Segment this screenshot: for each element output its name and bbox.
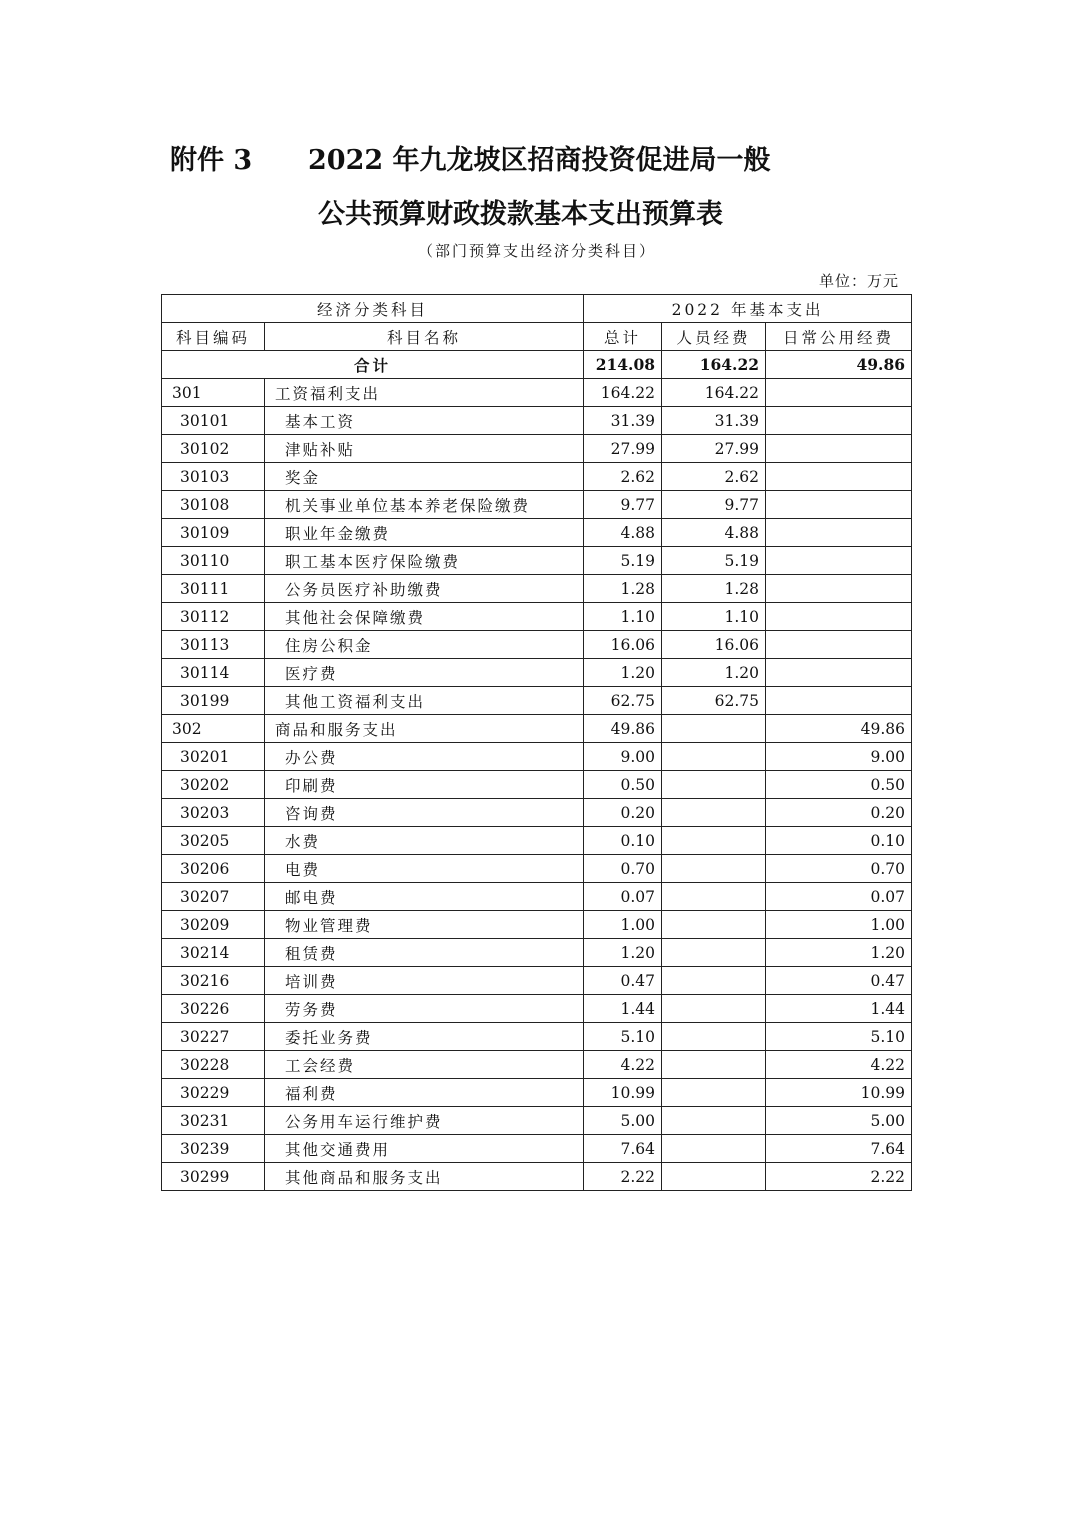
row-public: 0.20 [766, 799, 912, 827]
row-code: 30299 [162, 1163, 265, 1191]
row-total: 1.44 [584, 995, 662, 1023]
row-total: 16.06 [584, 631, 662, 659]
row-name: 职业年金缴费 [265, 519, 584, 547]
row-personnel: 1.20 [662, 659, 766, 687]
row-total: 2.62 [584, 463, 662, 491]
row-personnel [662, 1023, 766, 1051]
row-total: 0.10 [584, 827, 662, 855]
row-name: 租赁费 [265, 939, 584, 967]
row-public: 9.00 [766, 743, 912, 771]
row-personnel: 27.99 [662, 435, 766, 463]
row-public [766, 519, 912, 547]
table-column-header-row [162, 323, 912, 351]
row-personnel: 1.28 [662, 575, 766, 603]
row-code: 30207 [162, 883, 265, 911]
table-row [162, 715, 912, 743]
row-personnel [662, 995, 766, 1023]
table-row [162, 827, 912, 855]
total-personnel: 164.22 [662, 351, 766, 379]
row-personnel [662, 771, 766, 799]
row-total: 5.10 [584, 1023, 662, 1051]
row-public [766, 631, 912, 659]
row-name: 培训费 [265, 967, 584, 995]
row-total: 62.75 [584, 687, 662, 715]
attachment-label: 附件 3 [170, 145, 253, 176]
row-public: 0.07 [766, 883, 912, 911]
table-row [162, 967, 912, 995]
row-code: 30110 [162, 547, 265, 575]
row-name: 津贴补贴 [265, 435, 584, 463]
row-code: 30205 [162, 827, 265, 855]
row-name: 电费 [265, 855, 584, 883]
row-public: 2.22 [766, 1163, 912, 1191]
header-public: 日常公用经费 [766, 323, 912, 351]
row-name: 印刷费 [265, 771, 584, 799]
row-name: 住房公积金 [265, 631, 584, 659]
table-row [162, 1107, 912, 1135]
row-total: 31.39 [584, 407, 662, 435]
row-code: 302 [162, 715, 265, 743]
row-code: 30203 [162, 799, 265, 827]
page-subtitle: （部门预算支出经济分类科目） [417, 242, 656, 260]
row-total: 49.86 [584, 715, 662, 743]
row-code: 30111 [162, 575, 265, 603]
row-code: 30109 [162, 519, 265, 547]
table-row [162, 939, 912, 967]
row-personnel: 9.77 [662, 491, 766, 519]
row-public: 7.64 [766, 1135, 912, 1163]
row-code: 30228 [162, 1051, 265, 1079]
row-name: 其他商品和服务支出 [265, 1163, 584, 1191]
row-public [766, 547, 912, 575]
row-name: 劳务费 [265, 995, 584, 1023]
header-spending: 2022 年基本支出 [584, 295, 912, 323]
header-total: 总计 [584, 323, 662, 351]
row-public: 49.86 [766, 715, 912, 743]
table-row [162, 491, 912, 519]
total-public: 49.86 [766, 351, 912, 379]
row-total: 9.77 [584, 491, 662, 519]
row-total: 27.99 [584, 435, 662, 463]
row-public [766, 687, 912, 715]
table-row [162, 1079, 912, 1107]
row-personnel: 16.06 [662, 631, 766, 659]
total-total: 214.08 [584, 351, 662, 379]
row-code: 30216 [162, 967, 265, 995]
row-total: 4.88 [584, 519, 662, 547]
row-public [766, 463, 912, 491]
row-code: 30229 [162, 1079, 265, 1107]
row-code: 30108 [162, 491, 265, 519]
row-total: 5.00 [584, 1107, 662, 1135]
row-name: 公务员医疗补助缴费 [265, 575, 584, 603]
table-row [162, 519, 912, 547]
row-personnel [662, 1051, 766, 1079]
table-row [162, 463, 912, 491]
table-row [162, 771, 912, 799]
row-name: 水费 [265, 827, 584, 855]
row-public: 0.70 [766, 855, 912, 883]
row-total: 0.07 [584, 883, 662, 911]
row-total: 0.50 [584, 771, 662, 799]
row-total: 4.22 [584, 1051, 662, 1079]
row-code: 30102 [162, 435, 265, 463]
row-public [766, 407, 912, 435]
row-public: 0.50 [766, 771, 912, 799]
table-row [162, 435, 912, 463]
row-code: 30199 [162, 687, 265, 715]
header-personnel: 人员经费 [662, 323, 766, 351]
table-row [162, 799, 912, 827]
row-total: 7.64 [584, 1135, 662, 1163]
table-row [162, 911, 912, 939]
row-public: 5.10 [766, 1023, 912, 1051]
table-row [162, 687, 912, 715]
table-row [162, 1051, 912, 1079]
row-total: 1.28 [584, 575, 662, 603]
row-name: 工资福利支出 [265, 379, 584, 407]
row-name: 机关事业单位基本养老保险缴费 [265, 491, 584, 519]
header-category: 经济分类科目 [162, 295, 584, 323]
table-row [162, 659, 912, 687]
row-total: 164.22 [584, 379, 662, 407]
row-personnel [662, 855, 766, 883]
row-name: 邮电费 [265, 883, 584, 911]
row-personnel: 31.39 [662, 407, 766, 435]
row-name: 物业管理费 [265, 911, 584, 939]
row-personnel: 164.22 [662, 379, 766, 407]
row-personnel: 4.88 [662, 519, 766, 547]
row-public [766, 659, 912, 687]
row-code: 30209 [162, 911, 265, 939]
row-total: 5.19 [584, 547, 662, 575]
table-row [162, 379, 912, 407]
table-row [162, 631, 912, 659]
row-personnel [662, 1135, 766, 1163]
row-name: 委托业务费 [265, 1023, 584, 1051]
row-code: 30226 [162, 995, 265, 1023]
table-row [162, 855, 912, 883]
row-total: 1.00 [584, 911, 662, 939]
row-name: 其他交通费用 [265, 1135, 584, 1163]
table-group-header-row [162, 295, 912, 323]
row-code: 30201 [162, 743, 265, 771]
row-public: 10.99 [766, 1079, 912, 1107]
row-name: 奖金 [265, 463, 584, 491]
total-label: 合计 [162, 351, 584, 379]
row-total: 10.99 [584, 1079, 662, 1107]
row-code: 30113 [162, 631, 265, 659]
table-row [162, 1023, 912, 1051]
row-public [766, 575, 912, 603]
row-personnel [662, 743, 766, 771]
row-code: 30239 [162, 1135, 265, 1163]
table-row [162, 1163, 912, 1191]
row-public [766, 603, 912, 631]
row-public: 1.44 [766, 995, 912, 1023]
budget-table [161, 294, 912, 1191]
row-public: 0.10 [766, 827, 912, 855]
table-row [162, 743, 912, 771]
row-public [766, 379, 912, 407]
row-public: 1.00 [766, 911, 912, 939]
row-code: 30103 [162, 463, 265, 491]
row-personnel [662, 1107, 766, 1135]
row-personnel [662, 967, 766, 995]
row-personnel: 1.10 [662, 603, 766, 631]
row-code: 301 [162, 379, 265, 407]
title-line-1 [170, 138, 870, 178]
row-code: 30114 [162, 659, 265, 687]
row-total: 2.22 [584, 1163, 662, 1191]
header-code: 科目编码 [162, 323, 265, 351]
row-total: 1.10 [584, 603, 662, 631]
header-name: 科目名称 [265, 323, 584, 351]
row-total: 0.20 [584, 799, 662, 827]
row-total: 1.20 [584, 939, 662, 967]
row-personnel: 2.62 [662, 463, 766, 491]
page-title: 2022 年九龙坡区招商投资促进局一般 [308, 145, 771, 176]
row-code: 30202 [162, 771, 265, 799]
row-public [766, 491, 912, 519]
row-personnel [662, 715, 766, 743]
row-total: 0.70 [584, 855, 662, 883]
row-personnel [662, 1163, 766, 1191]
row-name: 职工基本医疗保险缴费 [265, 547, 584, 575]
row-public: 0.47 [766, 967, 912, 995]
row-total: 0.47 [584, 967, 662, 995]
row-name: 公务用车运行维护费 [265, 1107, 584, 1135]
page-title-line-2: 公共预算财政拨款基本支出预算表 [318, 199, 723, 230]
table-row [162, 883, 912, 911]
table-row [162, 575, 912, 603]
row-code: 30206 [162, 855, 265, 883]
row-name: 办公费 [265, 743, 584, 771]
row-code: 30231 [162, 1107, 265, 1135]
row-name: 其他工资福利支出 [265, 687, 584, 715]
row-personnel: 5.19 [662, 547, 766, 575]
row-personnel [662, 827, 766, 855]
row-personnel [662, 799, 766, 827]
row-public: 5.00 [766, 1107, 912, 1135]
table-row [162, 547, 912, 575]
row-personnel [662, 883, 766, 911]
row-name: 商品和服务支出 [265, 715, 584, 743]
row-name: 咨询费 [265, 799, 584, 827]
row-public: 4.22 [766, 1051, 912, 1079]
row-name: 医疗费 [265, 659, 584, 687]
row-name: 工会经费 [265, 1051, 584, 1079]
row-name: 福利费 [265, 1079, 584, 1107]
row-personnel: 62.75 [662, 687, 766, 715]
table-row [162, 407, 912, 435]
table-row [162, 603, 912, 631]
row-public: 1.20 [766, 939, 912, 967]
row-code: 30112 [162, 603, 265, 631]
row-personnel [662, 1079, 766, 1107]
row-public [766, 435, 912, 463]
row-code: 30214 [162, 939, 265, 967]
row-code: 30101 [162, 407, 265, 435]
row-name: 基本工资 [265, 407, 584, 435]
row-total: 9.00 [584, 743, 662, 771]
table-row [162, 1135, 912, 1163]
table-total-row [162, 351, 912, 379]
row-total: 1.20 [584, 659, 662, 687]
row-code: 30227 [162, 1023, 265, 1051]
table-row [162, 995, 912, 1023]
row-name: 其他社会保障缴费 [265, 603, 584, 631]
row-personnel [662, 939, 766, 967]
unit-label: 单位：万元 [818, 272, 899, 290]
row-personnel [662, 911, 766, 939]
